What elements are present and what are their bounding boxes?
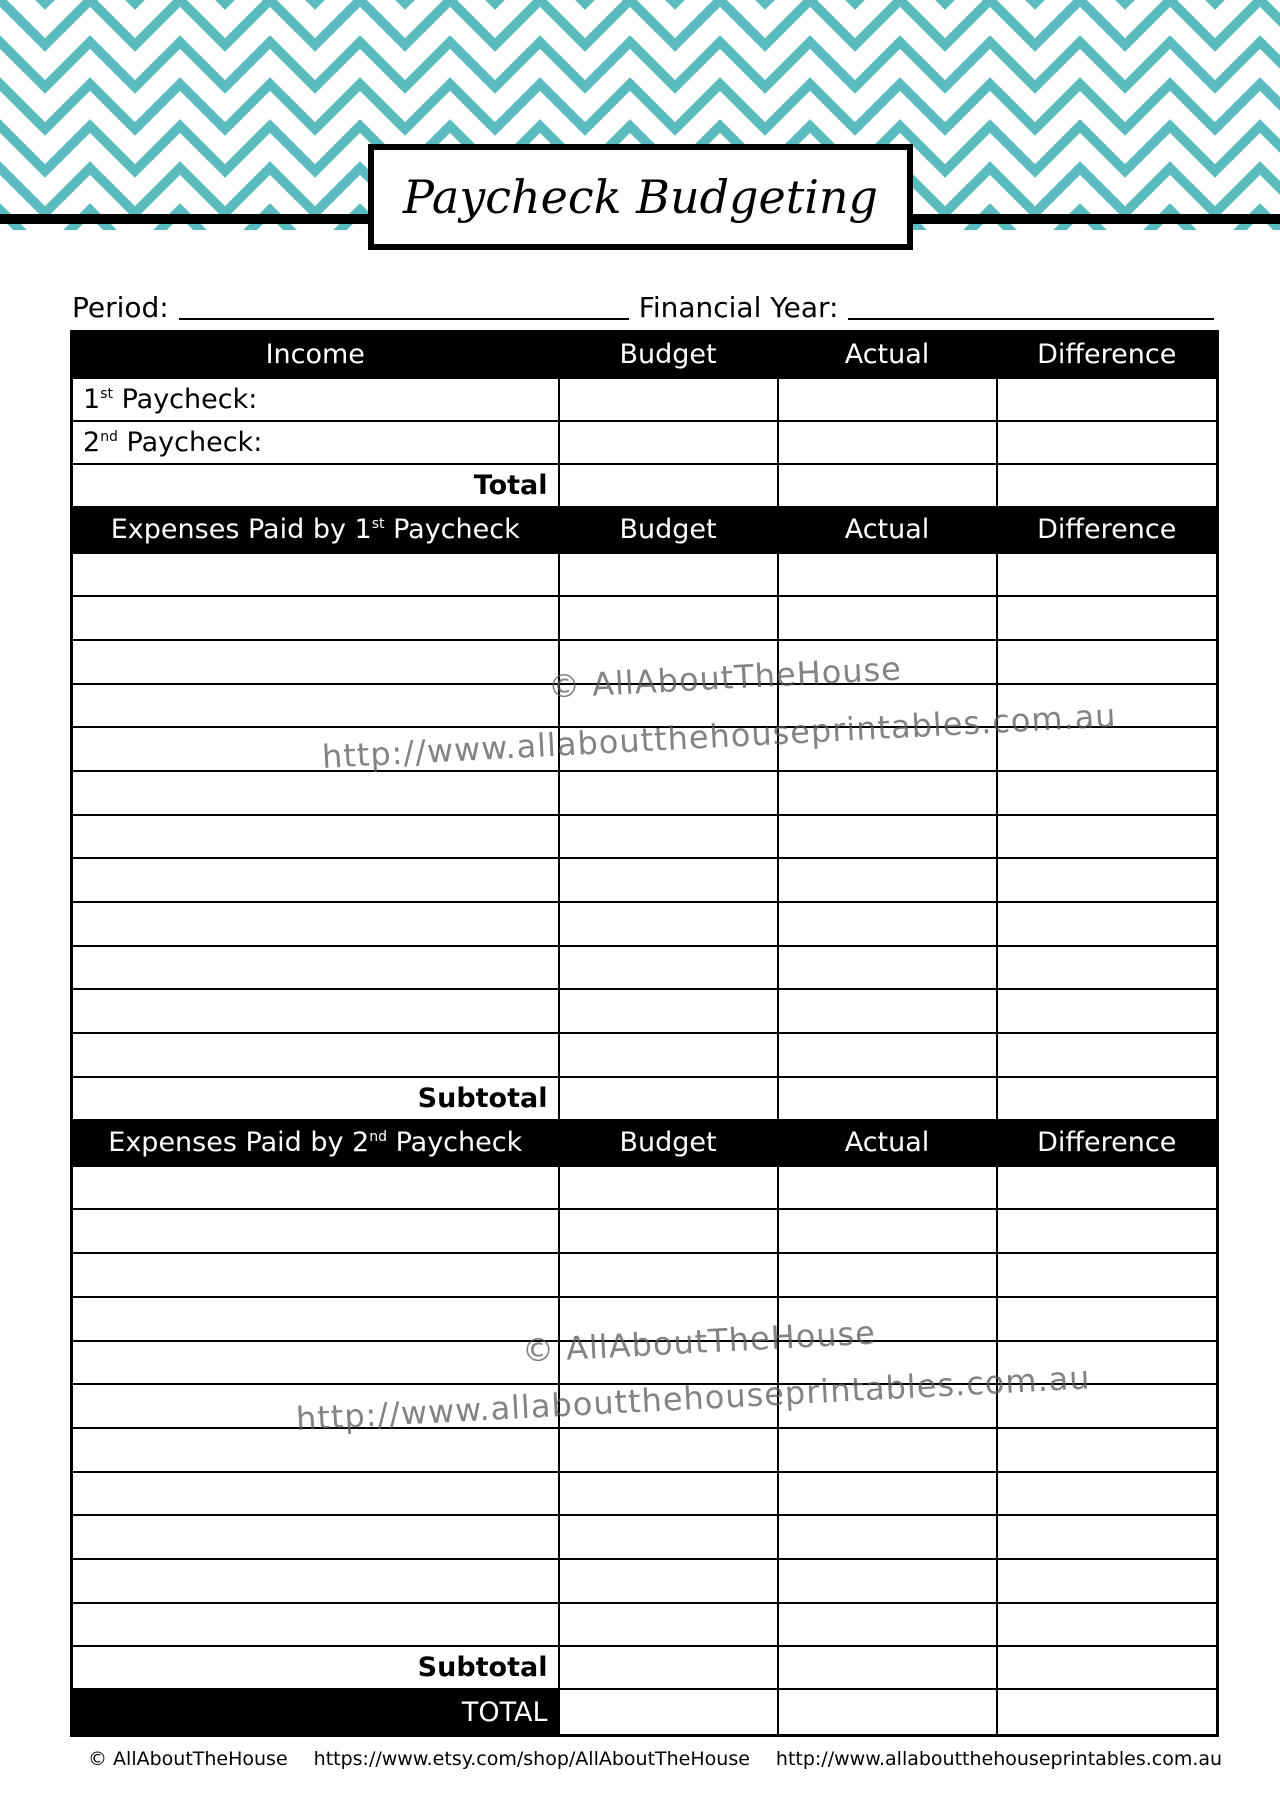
section1-budget-cell[interactable] (559, 989, 778, 1033)
section2-budget-cell[interactable] (559, 1428, 778, 1472)
section2-difference-cell[interactable] (997, 1428, 1218, 1472)
section1-actual-cell[interactable] (778, 858, 997, 902)
section1-budget-cell[interactable] (559, 553, 778, 597)
watermark-line2: http://www.allaboutthehouseprintables.com.au (321, 696, 1118, 776)
grand-total-actual-cell[interactable] (778, 1689, 997, 1735)
section2-difference-cell[interactable] (997, 1559, 1218, 1603)
page-title: Paycheck Budgeting (403, 170, 878, 224)
section1-row (72, 553, 1218, 597)
section1-difference-cell[interactable] (997, 989, 1218, 1033)
section2-actual-cell[interactable] (778, 1166, 997, 1210)
section1-item-cell[interactable] (72, 946, 559, 990)
section2-budget-cell[interactable] (559, 1166, 778, 1210)
section2-difference-cell[interactable] (997, 1515, 1218, 1559)
section1-item-cell[interactable] (72, 989, 559, 1033)
section1-difference-cell[interactable] (997, 1033, 1218, 1077)
section1-header: Expenses Paid by 1st Paycheck (72, 507, 559, 553)
watermark-line1: © AllAboutTheHouse (521, 1313, 877, 1370)
actual-header: Actual (778, 1120, 997, 1166)
section2-budget-cell[interactable] (559, 1209, 778, 1253)
section2-actual-cell[interactable] (778, 1209, 997, 1253)
section2-subtotal-row (72, 1646, 1218, 1689)
section1-item-cell[interactable] (72, 684, 559, 728)
section2-item-cell[interactable] (72, 1603, 559, 1647)
income-2-actual-cell[interactable] (778, 421, 997, 464)
income-2-difference-cell[interactable] (997, 421, 1218, 464)
section1-item-cell[interactable] (72, 596, 559, 640)
section2-budget-cell[interactable] (559, 1559, 778, 1603)
section1-actual-cell[interactable] (778, 596, 997, 640)
section2-item-cell[interactable] (72, 1341, 559, 1385)
section1-item-cell[interactable] (72, 1033, 559, 1077)
section1-row (72, 946, 1218, 990)
section1-difference-cell[interactable] (997, 858, 1218, 902)
difference-header: Difference (997, 332, 1218, 378)
income-label-1: 1st Paycheck: (72, 378, 559, 421)
section2-actual-cell[interactable] (778, 1428, 997, 1472)
section1-difference-cell[interactable] (997, 596, 1218, 640)
income-2-budget-cell[interactable] (559, 421, 778, 464)
grand-total-budget-cell[interactable] (559, 1689, 778, 1735)
section1-difference-cell[interactable] (997, 553, 1218, 597)
section2-row (72, 1515, 1218, 1559)
budget-header: Budget (559, 1120, 778, 1166)
section1-row (72, 989, 1218, 1033)
section1-row (72, 596, 1218, 640)
section2-item-cell[interactable] (72, 1472, 559, 1516)
meta-row (72, 280, 1214, 324)
title-box (368, 144, 913, 250)
section2-subtotal-actual-cell[interactable] (778, 1646, 997, 1689)
section1-row (72, 1033, 1218, 1077)
section2-row (72, 1472, 1218, 1516)
section1-subtotal-label: Subtotal (72, 1077, 559, 1120)
section2-difference-cell[interactable] (997, 1603, 1218, 1647)
section1-difference-cell[interactable] (997, 815, 1218, 859)
section2-actual-cell[interactable] (778, 1515, 997, 1559)
section2-row (72, 1253, 1218, 1297)
financial-year-label: Financial Year: (638, 291, 839, 324)
section1-budget-cell[interactable] (559, 858, 778, 902)
section1-budget-cell[interactable] (559, 1033, 778, 1077)
section2-subtotal-label: Subtotal (72, 1646, 559, 1689)
section2-row (72, 1559, 1218, 1603)
actual-header: Actual (778, 332, 997, 378)
section1-item-cell[interactable] (72, 553, 559, 597)
section2-row (72, 1603, 1218, 1647)
section1-item-cell[interactable] (72, 771, 559, 815)
section1-actual-cell[interactable] (778, 946, 997, 990)
section1-difference-cell[interactable] (997, 946, 1218, 990)
section2-row (72, 1428, 1218, 1472)
income-total-actual-cell[interactable] (778, 464, 997, 507)
section2-difference-cell[interactable] (997, 1472, 1218, 1516)
section1-difference-cell[interactable] (997, 640, 1218, 684)
section1-row (72, 858, 1218, 902)
section2-difference-cell[interactable] (997, 1297, 1218, 1341)
section1-budget-cell[interactable] (559, 815, 778, 859)
watermark-line2: http://www.allaboutthehouseprintables.com.au (295, 1358, 1092, 1438)
footer-copyright: © AllAboutTheHouse (88, 1748, 288, 1770)
section2-actual-cell[interactable] (778, 1253, 997, 1297)
budget-table (70, 330, 1219, 1737)
income-1-actual-cell[interactable] (778, 378, 997, 421)
section1-actual-cell[interactable] (778, 1033, 997, 1077)
section1-subtotal-difference-cell[interactable] (997, 1077, 1218, 1120)
income-total-row (72, 464, 1218, 507)
period-label: Period: (72, 291, 169, 324)
section1-actual-cell[interactable] (778, 989, 997, 1033)
income-row-2 (72, 421, 1218, 464)
section1-row (72, 771, 1218, 815)
section2-header-row (72, 1120, 1218, 1166)
income-1-budget-cell[interactable] (559, 378, 778, 421)
income-label-2: 2nd Paycheck: (72, 421, 559, 464)
section2-actual-cell[interactable] (778, 1472, 997, 1516)
section2-budget-cell[interactable] (559, 1603, 778, 1647)
section2-item-cell[interactable] (72, 1297, 559, 1341)
section1-header-row (72, 507, 1218, 553)
section2-subtotal-difference-cell[interactable] (997, 1646, 1218, 1689)
grand-total-difference-cell[interactable] (997, 1689, 1218, 1735)
footer-site-link[interactable]: http://www.allaboutthehouseprintables.com.au (775, 1748, 1223, 1770)
section2-budget-cell[interactable] (559, 1253, 778, 1297)
income-row-1 (72, 378, 1218, 421)
section2-item-cell[interactable] (72, 1253, 559, 1297)
income-total-budget-cell[interactable] (559, 464, 778, 507)
section1-budget-cell[interactable] (559, 902, 778, 946)
section1-budget-cell[interactable] (559, 946, 778, 990)
income-1-difference-cell[interactable] (997, 378, 1218, 421)
footer (88, 1748, 1223, 1770)
section2-subtotal-budget-cell[interactable] (559, 1646, 778, 1689)
budget-header: Budget (559, 507, 778, 553)
section1-actual-cell[interactable] (778, 553, 997, 597)
watermark-line1: © AllAboutTheHouse (547, 649, 903, 706)
section2-row (72, 1209, 1218, 1253)
section2-difference-cell[interactable] (997, 1166, 1218, 1210)
income-total-difference-cell[interactable] (997, 464, 1218, 507)
section2-budget-cell[interactable] (559, 1515, 778, 1559)
section2-item-cell[interactable] (72, 1559, 559, 1603)
section1-item-cell[interactable] (72, 858, 559, 902)
difference-header: Difference (997, 1120, 1218, 1166)
section2-item-cell[interactable] (72, 1209, 559, 1253)
section2-row (72, 1166, 1218, 1210)
section2-item-cell[interactable] (72, 1515, 559, 1559)
budget-header: Budget (559, 332, 778, 378)
section1-budget-cell[interactable] (559, 596, 778, 640)
section1-actual-cell[interactable] (778, 771, 997, 815)
section1-row (72, 815, 1218, 859)
section1-subtotal-actual-cell[interactable] (778, 1077, 997, 1120)
section1-row (72, 902, 1218, 946)
footer-etsy-link[interactable]: https://www.etsy.com/shop/AllAboutTheHouse (313, 1748, 750, 1770)
section2-actual-cell[interactable] (778, 1603, 997, 1647)
period-field[interactable] (179, 292, 629, 320)
difference-header: Difference (997, 507, 1218, 553)
income-header: Income (72, 332, 559, 378)
income-header-row (72, 332, 1218, 378)
section1-item-cell[interactable] (72, 640, 559, 684)
section2-item-cell[interactable] (72, 1166, 559, 1210)
section2-difference-cell[interactable] (997, 1253, 1218, 1297)
section2-actual-cell[interactable] (778, 1559, 997, 1603)
section1-item-cell[interactable] (72, 902, 559, 946)
grand-total-label: TOTAL (72, 1689, 559, 1735)
section2-header: Expenses Paid by 2nd Paycheck (72, 1120, 559, 1166)
section1-item-cell[interactable] (72, 815, 559, 859)
section1-actual-cell[interactable] (778, 815, 997, 859)
income-total-label: Total (72, 464, 559, 507)
actual-header: Actual (778, 507, 997, 553)
section2-difference-cell[interactable] (997, 1209, 1218, 1253)
section1-subtotal-budget-cell[interactable] (559, 1077, 778, 1120)
section1-budget-cell[interactable] (559, 771, 778, 815)
section1-actual-cell[interactable] (778, 902, 997, 946)
section1-difference-cell[interactable] (997, 902, 1218, 946)
grand-total-row (72, 1689, 1218, 1735)
section2-budget-cell[interactable] (559, 1472, 778, 1516)
section1-subtotal-row (72, 1077, 1218, 1120)
section1-difference-cell[interactable] (997, 771, 1218, 815)
financial-year-field[interactable] (848, 292, 1214, 320)
